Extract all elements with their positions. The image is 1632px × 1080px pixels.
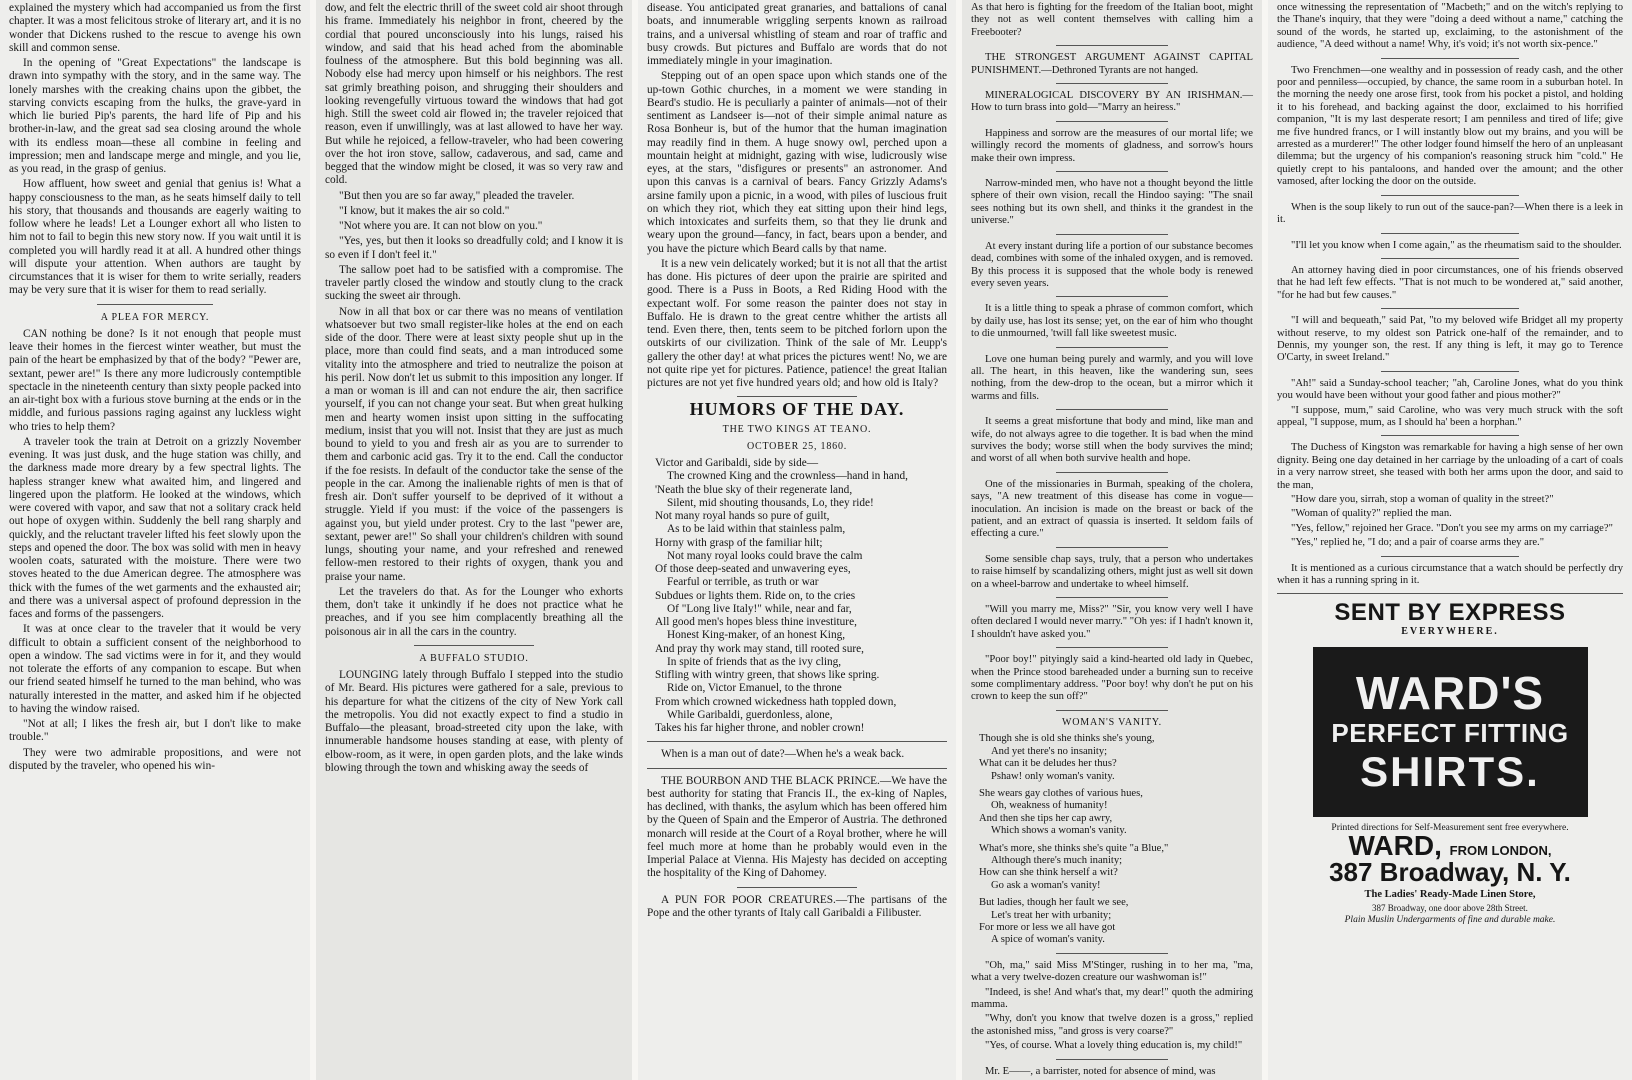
poem-line: As to be laid within that stainless palm, xyxy=(667,523,846,536)
paragraph xyxy=(647,894,947,921)
paragraph: "Woman of quality?" replied the man. xyxy=(1291,508,1452,520)
poem-line: Which shows a woman's vanity. xyxy=(991,825,1127,837)
poem-line: Although there's much inanity; xyxy=(991,854,1123,866)
poem-line: What can it be deludes her thus? xyxy=(979,758,1117,770)
poem-line: Subdues or lights them. Ride on, to the cries xyxy=(655,589,856,602)
poem-line: Takes his far higher throne, and nobler crown! xyxy=(655,722,865,734)
paragraph: "Poor boy!" pityingly said a kind-hearted old lady in Quebec, when the Prince stood bareheaded under a burning sun to receive some complimentary address. "Poor boy! why don't he put on his crown to keep the sun off?" xyxy=(971,654,1253,703)
paragraph: Narrow-minded men, who have not a thought beyond the little sphere of their own vision, recall the Hindoo saying: "The snail sees nothing but its own shell, and thinks it the grandest in the universe." xyxy=(971,178,1253,227)
paragraph: Two Frenchmen—one wealthy and in possession of ready cash, and the other poor and penniless—occupied, by chance, the same room in a suburban hotel. In the morning the needy one arose first, took from his pocket a pistol, and holding it to his forehead, and backing against the door, exclaimed to his horrified companion, "It is my last desperate resort; I am penniless and tired of life; give me five hundred francs, or I will instantly blow out my brains, and you will be arrested as a murderer!" The other lodger found himself the hero of an unpleasant dilemma; but the urgency of his companion's reasoning struck him "cold." He quietly crept to his pantaloons, and handed over the amount; and the other vamosed, after locking the door on the outside. xyxy=(1277,64,1623,188)
poem-line: Not many royal hands so pure of guilt, xyxy=(655,510,830,522)
divider xyxy=(1056,83,1169,84)
divider xyxy=(1381,371,1519,372)
paragraph-text: —Dethroned Tyrants are not hanged. xyxy=(1041,64,1199,76)
paragraph: Happiness and sorrow are the measures of our mortal life; we willingly record the moments of gladness, and sorrow's hours make their own impress. xyxy=(971,127,1253,164)
paragraph: "Yes," replied he, "I do; and a pair of coarse arms they are." xyxy=(1291,537,1545,549)
paragraph: "I will and bequeath," said Pat, "to my beloved wife Bridget all my property without reserve, to my oldest son Patrick one-half of the remainder, and to Dennis, my younger son, the rest. If any thing is left, it may go to Terence O'Carty, in sweet Ireland." xyxy=(1277,315,1623,364)
divider xyxy=(1056,347,1169,348)
paragraph: "Oh, ma," said Miss M'Stinger, rushing in to her ma, "ma, what a very twelve-dozen creature our washwoman is!" xyxy=(971,959,1253,984)
poem-line: Though she is old she thinks she's young, xyxy=(979,733,1155,745)
paragraph: It is a little thing to speak a phrase of common comfort, which by daily use, has lost its sense; yet, on the ear of him who thought to die unmourned, 'twill fall like sweetest music. xyxy=(971,303,1253,340)
poem-line: Pshaw! only woman's vanity. xyxy=(991,770,1115,782)
run-in-heading: A PUN FOR POOR CREATURES. xyxy=(661,893,836,906)
paragraph: When is the soup likely to run out of the sauce-pan?—When there is a leek in it. xyxy=(1277,201,1623,226)
paragraph: It was at once clear to the traveler that it would be very difficult to obtain a sufficient consent of the neighborhood to open a window. The sad victims were in for it, and they would not tolerate the efforts of any companion to escape. But when our friend seated himself he turned to the man behind, who was naturally interested in the matter, and asked him if he objected to having the window raised. xyxy=(9,623,301,715)
divider xyxy=(1056,1059,1169,1060)
ad-merchant-name: WARD, xyxy=(1348,829,1442,861)
paragraph: "Ah!" said a Sunday-school teacher; "ah, Caroline Jones, what do you think you would have been without your good father and pious mother?" xyxy=(1277,377,1623,402)
poem-line: Fearful or terrible, as truth or war xyxy=(667,576,819,589)
paragraph: One of the missionaries in Burmah, speaking of the cholera, says, "A new treatment of this disease has come in vogue—inoculation. An incision is made on the breast or back of the patient, and an extract of quassia is inserted. It seldom fails of effecting a cure." xyxy=(971,478,1253,540)
poem-line: Silent, mid shouting thousands, Lo, they ride! xyxy=(667,496,874,509)
poem-line: And pray thy work may stand, till rooted sure, xyxy=(655,642,864,655)
paragraph: LOUNGING lately through Buffalo I stepped into the studio of Mr. Beard. His pictures were gathered for a sale, previous to his departure for what the citizens of the city of New York call the metropolis. You did not exactly expect to find a studio in Buffalo—the pleasant, broad-streeted city upon the lake, with innumerable handsome houses standing at ease, with plenty of elbow-room, as it were, in open garden plots, and the lake winds blowing through the town and whisking away the seeds of xyxy=(325,669,623,774)
ad-tagline: PERFECT FITTING xyxy=(1331,717,1569,748)
paragraph: It is a new vein delicately worked; but it is not all that the artist has done. His pictures of deer upon the prairie are spirited and good. There is a Puss in Boots, a Red Riding Hood with the expectant wolf. For some reason the painter does not stay in Buffalo. He is drawn to the great centre whither the artists all tend. Even there, then, tents seem to be pitched forlorn upon the outskirts of our civilization. Think of the sale of Mr. Leupp's gallery the other day! at what prices the pictures went! No, we are not quite ripe yet for pictures. Patience, patience! the great Italian pictures are not yet five hundred years old; and how old is Italy? xyxy=(647,257,947,389)
divider xyxy=(1381,556,1519,557)
poem-line: All good men's hopes bless thine investiture, xyxy=(655,616,857,628)
poem-line: Of those deep-seated and unwavering eyes, xyxy=(655,563,851,575)
divider xyxy=(1381,308,1519,309)
divider xyxy=(1056,296,1169,297)
ad-note: Printed directions for Self-Measurement sent free everywhere. xyxy=(1331,822,1569,833)
divider xyxy=(1056,597,1169,598)
poem-line: What's more, she thinks she's quite "a Blue," xyxy=(979,842,1169,854)
shirts-advertisement xyxy=(1277,600,1623,926)
paragraph: explained the mystery which had accompanied us from the first chapter. It was a most felicitous stroke of literary art, and it is no wonder that Dickens rushed to the rescue to avenge his own skill and common sense. xyxy=(9,2,301,54)
ad-product: SHIRTS. xyxy=(1360,747,1540,795)
poem-line: She wears gay clothes of various hues, xyxy=(979,787,1143,799)
column-2 xyxy=(316,0,632,1080)
paragraph: It is mentioned as a curious circumstance that a watch should be perfectly dry when it has a running spring in it. xyxy=(1277,562,1623,587)
paragraph: Stepping out of an open space upon which stands one of the up-town Gothic churches, in a moment we were standing in Beard's studio. He is peculiarly a painter of animals—not of their sentiment as Landseer is—not of their simple animal nature as Rosa Bonheur is, but of the humor that the human imagination may readily find in them. A huge snowy owl, perched upon a mountain height at midnight, gazing with wise, ludicrously wise eyes, at the stars, "disfigures or presents" an astronomer. And upon this canvas is a carnival of bears. Fancy Grizzly Adams's arsine family upon a picnic, in a wood, with piles of luscious fruit on which they riot, which they eat sitting upon their hind legs, which intoxicates and surfeits them, so that they lie drunk and weary upon the ground—fancy, in fact, bears upon a bender, and you have the picture which Beard calls by that name. xyxy=(647,70,947,255)
divider xyxy=(1381,233,1519,234)
poem-line: While Garibaldi, guerdonless, alone, xyxy=(667,708,833,721)
paragraph: "Not at all; I likes the fresh air, but I don't like to make trouble." xyxy=(9,718,301,744)
divider xyxy=(737,396,857,397)
paragraph: Now in all that box or car there was no means of ventilation whatsoever but two small register-like holes at the end on each side of the door. There were at least sixty people shut up in the place, more than could find seats, and a man introduced some vitality into the atmosphere and tried to neutralize the poison at his peril. Now don't let us submit to this imposition any longer. If a man or woman is ill and can not endure the air, then sacrifice yourself, if you can not change your seat. But when great hulking men and hearty women insist upon sitting in the suffocating medium, insist that you will not. Insist that they are just as much bound to yield to you and fresh air as you are to surrender to them and carbonic acid gas. Try it to the end. Call the conductor if the foe resists. In default of the conductor take the sense of the people in the car. Among the inalienable rights of men is that of fresh air. Don't suffer yourself to be deprived of it without a struggle. Yield if you must: if the voice of the passengers is against you, but yield under protest. Cry to the last "pewer are, sextant, pewer are!" So shall your children's children with sound lungs, shouting your name, and your refreshed and renewed fellow-men restored to their rights of oxygen, thank you and praise your name. xyxy=(325,305,623,583)
poem-line: Honest King-maker, of an honest King, xyxy=(667,629,846,642)
paragraph-text: —The partisans of the Pope and the other tyrants of Italy call Garibaldi a Filibuster. xyxy=(647,893,947,919)
paragraph: "Not where you are. It can not blow on you." xyxy=(339,220,543,232)
divider xyxy=(1056,472,1169,473)
ad-headline: SENT BY EXPRESS xyxy=(1334,599,1566,627)
paragraph-text: —How to turn brass into gold—"Marry an heiress." xyxy=(971,90,1253,114)
poem-line: And yet there's no insanity; xyxy=(991,745,1108,757)
ad-merchant xyxy=(1277,829,1623,861)
divider xyxy=(1056,710,1169,711)
poem-line: Horny with grasp of the familiar hilt; xyxy=(655,536,823,549)
divider xyxy=(647,768,947,769)
paragraph: "I suppose, mum," said Caroline, who was very much struck with the soft appeal, "I suppose, mum, as I should ha' been a horphan." xyxy=(1277,404,1623,428)
poem xyxy=(647,457,947,735)
poem-line: A spice of woman's vanity. xyxy=(991,934,1105,946)
run-in-heading: MINERALOGICAL DISCOVERY BY AN IRISHMAN. xyxy=(985,90,1243,102)
poem-line: Ride on, Victor Emanuel, to the throne xyxy=(667,682,842,695)
joke: When is a man out of date?—When he's a weak back. xyxy=(661,748,905,761)
run-in-heading: THE STRONGEST ARGUMENT AGAINST CAPITAL PUNISHMENT. xyxy=(971,52,1253,76)
paragraph: An attorney having died in poor circumstances, one of his friends observed that he had left few effects. "That is not much to be wondered at," said another, "for he had but few causes." xyxy=(1277,264,1623,301)
column-1 xyxy=(0,0,310,1080)
column-3 xyxy=(638,0,956,1080)
paragraph: The sallow poet had to be satisfied with a compromise. The traveler partly closed the window and stoutly clung to the crack sucking the sweet air through. xyxy=(325,263,623,303)
divider xyxy=(1381,435,1519,436)
paragraph-text: —We have the best authority for stating that Francis II., the ex-king of Naples, has declined, with thanks, the asylum which has been offered him by the Queen of Spain and the Emperor of Austria. The dethroned monarch will reside at the Court of a Royal brother, where he will feel much more at home than he probably would even in the Imperial Palace at Vienna. His Majesty has decided on accepting the hospitality of the King of Dahomey. xyxy=(647,774,948,880)
paragraph: "Will you marry me, Miss?" "Sir, you know very well I have often declared I would never marry." "Oh yes: if I hadn't known it, I shouldn't have asked you." xyxy=(971,604,1253,640)
divider xyxy=(1381,195,1519,196)
column-4 xyxy=(962,0,1262,1080)
poem-line: Oh, weakness of humanity! xyxy=(991,800,1108,812)
ad-store-address: 387 Broadway, one door above 28th Street. xyxy=(1372,902,1528,913)
run-in-heading: THE BOURBON AND THE BLACK PRINCE. xyxy=(661,774,880,787)
poem-line: Not many royal looks could brave the calm xyxy=(667,549,863,562)
paragraph: It seems a great misfortune that body and mind, like man and wife, do not always agree to die together. It is bad when the mind survives the body; worse still when the body survives the mind; and worst of all when both survive health and hope. xyxy=(971,416,1253,465)
divider xyxy=(97,304,214,305)
poem-line: 'Neath the blue sky of their regenerate land, xyxy=(655,483,853,496)
paragraph: In the opening of "Great Expectations" the landscape is drawn into sympathy with the story, and in the same way. The lonely marshes with the creaking chains upon the gibbet, the starving convicts escaping from the hulks, the grave-yard in which lie buried Pip's parents, the hard life of Pip and his brother-in-law, and the great sad sea closing around the whole with its endless moan—these all combine in feeling and impression; men and landscape merge and mingle, and you lie, as you read, in the grasp of genius. xyxy=(9,57,301,175)
divider xyxy=(647,741,947,742)
ad-logo-box xyxy=(1313,647,1588,817)
poem-line: But ladies, though her fault we see, xyxy=(979,897,1129,909)
paragraph: disease. You anticipated great granaries, and battalions of canal boats, and innumerable wriggling serpents known as railroad trains, and a universal whistling of steam and roar of traffic and busy crowds. But pictures and Buffalo are words that do not immediately mingle in your imagination. xyxy=(647,2,947,67)
paragraph: "How dare you, sirrah, stop a woman of quality in the street?" xyxy=(1291,494,1554,505)
paragraph: "Why, don't you know that twelve dozen is a gross," replied the astonished miss, "and gross is very coarse?" xyxy=(971,1013,1253,1037)
poem-line: For more or less we all have got xyxy=(979,921,1116,933)
poem xyxy=(971,733,1253,947)
paragraph: "Yes, of course. What a lovely thing education is, my child!" xyxy=(985,1040,1243,1052)
divider xyxy=(1056,45,1169,46)
poem-line: Go ask a woman's vanity! xyxy=(991,879,1101,891)
paragraph: As that hero is fighting for the freedom of the Italian boot, might they not as well content themselves with calling him a Freebooter? xyxy=(971,2,1253,38)
ad-subheadline: EVERYWHERE. xyxy=(1401,626,1499,638)
ad-address: 387 Broadway, N. Y. xyxy=(1329,857,1571,888)
divider xyxy=(1056,409,1169,410)
article-heading: A BUFFALO STUDIO. xyxy=(419,652,529,664)
poem-line: The crowned King and the crownless—hand in hand, xyxy=(667,470,908,483)
paragraph xyxy=(647,775,947,881)
ad-store: The Ladies' Ready-Made Linen Store, xyxy=(1364,889,1536,901)
poem-date: OCTOBER 25, 1860. xyxy=(746,440,848,452)
paragraph: Love one human being purely and warmly, and you will love all. The heart, in this heaven, like the wandering sun, sees nothing, from the dew-drop to the ocean, but a mirror which it warms and fills. xyxy=(971,353,1253,402)
poem-line: Of "Long live Italy!" while, near and far, xyxy=(667,602,852,615)
paragraph: dow, and felt the electric thrill of the sweet cold air shoot through his frame. Immediately his neighbor in front, cheered by the cordial that poured unconsciously into his lungs, raised his window, and said that his head ached from the abominable foulness of the atmosphere. But this bold beginning was all. Nobody else had mercy upon himself or his neighbors. The rest sat grimly breathing poison, and shrugging their shoulders and looking revengefully virtuous toward the windows that had got high. Still the sweet cold air flowed in; the traveler rejoiced that reason, even if unwillingly, was at last allowed to have her way. But while he rejoiced, a fellow-traveler, who had been cowering over the hot iron stove, sallow, cadaverous, and sad, came and begged that the window might be closed, it was so very raw and cold. xyxy=(325,2,623,187)
poem-line: Stifling with wintry green, that shows like spring. xyxy=(655,669,880,681)
divider xyxy=(414,645,533,646)
divider xyxy=(1056,647,1169,648)
paragraph: They were two admirable propositions, and were not disputed by the traveler, who opened his win- xyxy=(9,746,301,772)
divider xyxy=(1381,258,1519,259)
divider xyxy=(1381,58,1519,59)
ad-store-note: Plain Muslin Undergarments of fine and durable make. xyxy=(1344,915,1556,926)
paragraph: "I know, but it makes the air so cold." xyxy=(339,204,510,217)
poem-line: Let's treat her with urbanity; xyxy=(991,909,1112,921)
ad-merchant-origin: FROM LONDON, xyxy=(1449,842,1552,858)
paragraph: The Duchess of Kingston was remarkable for having a high sense of her own dignity. Being one day detained in her carriage by the unloading of a cart of coals in a very narrow street, she teased with both her arms upon the door, and said to the man, xyxy=(1277,442,1623,491)
paragraph: once witnessing the representation of "Macbeth;" and on the witch's replying to the Thane's inquiry, that they were "doing a deed without a name," catching the sound of the words, he started up, exclaiming, to the astonishment of the audience, "A deed without a name! Why, it's void; it's not worth six-pence." xyxy=(1277,2,1623,51)
paragraph: Mr. E——, a barrister, noted for absence of mind, was xyxy=(985,1065,1216,1077)
poem-line: Victor and Garibaldi, side by side— xyxy=(655,457,819,469)
paragraph: "Yes, fellow," rejoined her Grace. "Don't you see my arms on my carriage?" xyxy=(1291,522,1613,534)
paragraph xyxy=(971,52,1253,77)
poem-title: WOMAN'S VANITY. xyxy=(1062,716,1162,728)
divider xyxy=(1056,953,1169,954)
paragraph: A traveler took the train at Detroit on a grizzly November evening. It was just dusk, and the huge station was chilly, and the darkness made more dreary by a few spectral lights. The hapless stranger knew what awaited him, and lingered and lingered upon the platform. He looked at the windows, which were covered with vapor, and saw that not a solitary crack held out hope of oxygen within. Suddenly the bell rang sharply and quickly, and the reluctant traveler lifted his feet slowly upon the steps and opened the door. The box was solid with men in heavy woolen coats, saturated with the moisture. There were two stoves heated to the due American degree. The atmosphere was thick with the fumes of the wet garments and the exhausted air; and there was a universal aspect of profound depression in the faces and forms of the passengers. xyxy=(9,435,301,620)
paragraph: CAN nothing be done? Is it not enough that people must leave their homes in the fiercest winter weather, but must the pain of the heart be emphasized by that of the body? "Pewer are, sextant, pewer are!" Is there any more ludicrously contemptible spectacle in the nineteenth century than sixty people packed into an air-tight box with a furious stove burning at the ends or in the middle, and furious passions raging against any luckless wight who tries to help them? xyxy=(9,327,301,433)
divider xyxy=(1277,593,1623,594)
poem-line: And then she tips her cap awry, xyxy=(979,812,1113,824)
column-5 xyxy=(1268,0,1632,1080)
article-heading: A PLEA FOR MERCY. xyxy=(100,311,210,323)
paragraph: Let the travelers do that. As for the Lounger who exhorts them, don't take it unkindly if he does not practice what he preaches, and if you see him complacently breathing all the poisonous air in all the cars in the country. xyxy=(325,585,623,638)
paragraph: At every instant during life a portion of our substance becomes dead, combines with some of the inhaled oxygen, and is removed. By this process it is supposed that the whole body is renewed every seven years. xyxy=(971,240,1253,289)
paragraph xyxy=(971,90,1253,115)
poem-line: In spite of friends that as the ivy cling, xyxy=(667,655,842,668)
paragraph: "I'll let you know when I come again," as the rheumatism said to the shoulder. xyxy=(1291,239,1622,251)
section-heading: HUMORS OF THE DAY. xyxy=(689,399,905,420)
paragraph: "But then you are so far away," pleaded the traveler. xyxy=(339,189,575,202)
divider xyxy=(1056,547,1169,548)
divider xyxy=(1056,121,1169,122)
paragraph: "Indeed, is she! And what's that, my dear!" quoth the admiring mamma. xyxy=(971,986,1253,1010)
divider xyxy=(1056,234,1169,235)
paragraph: How affluent, how sweet and genial that genius is! What a happy consciousness to the man, as he seats himself daily to tell his story, that thousands and thousands are eagerly waiting to follow where he leads! Let a Lounger exhort all who listen to him not to fail to begin this new story now. If you wait until it is completed you will hardly read it at all. A hundred other things will dispute your attention. When authors are taught by circumstances that it is wiser for them to write serially, readers may be very sure that it is wiser for them to read serially. xyxy=(9,178,301,297)
paragraph: Some sensible chap says, truly, that a person who undertakes to raise himself by scandalizing others, might just as well sit down on a wheel-barrow and undertake to wheel himself. xyxy=(971,553,1253,590)
paragraph: "Yes, yes, but then it looks so dreadfully cold; and I know it is so even if I don't feel it." xyxy=(325,235,623,261)
poem-line: How can she think herself a wit? xyxy=(979,867,1118,879)
poem-line: From which crowned wickedness hath toppled down, xyxy=(655,695,897,708)
divider xyxy=(1056,171,1169,172)
ad-brand: WARD'S xyxy=(1355,666,1545,719)
poem-title: THE TWO KINGS AT TEANO. xyxy=(722,423,872,435)
divider xyxy=(737,887,857,888)
